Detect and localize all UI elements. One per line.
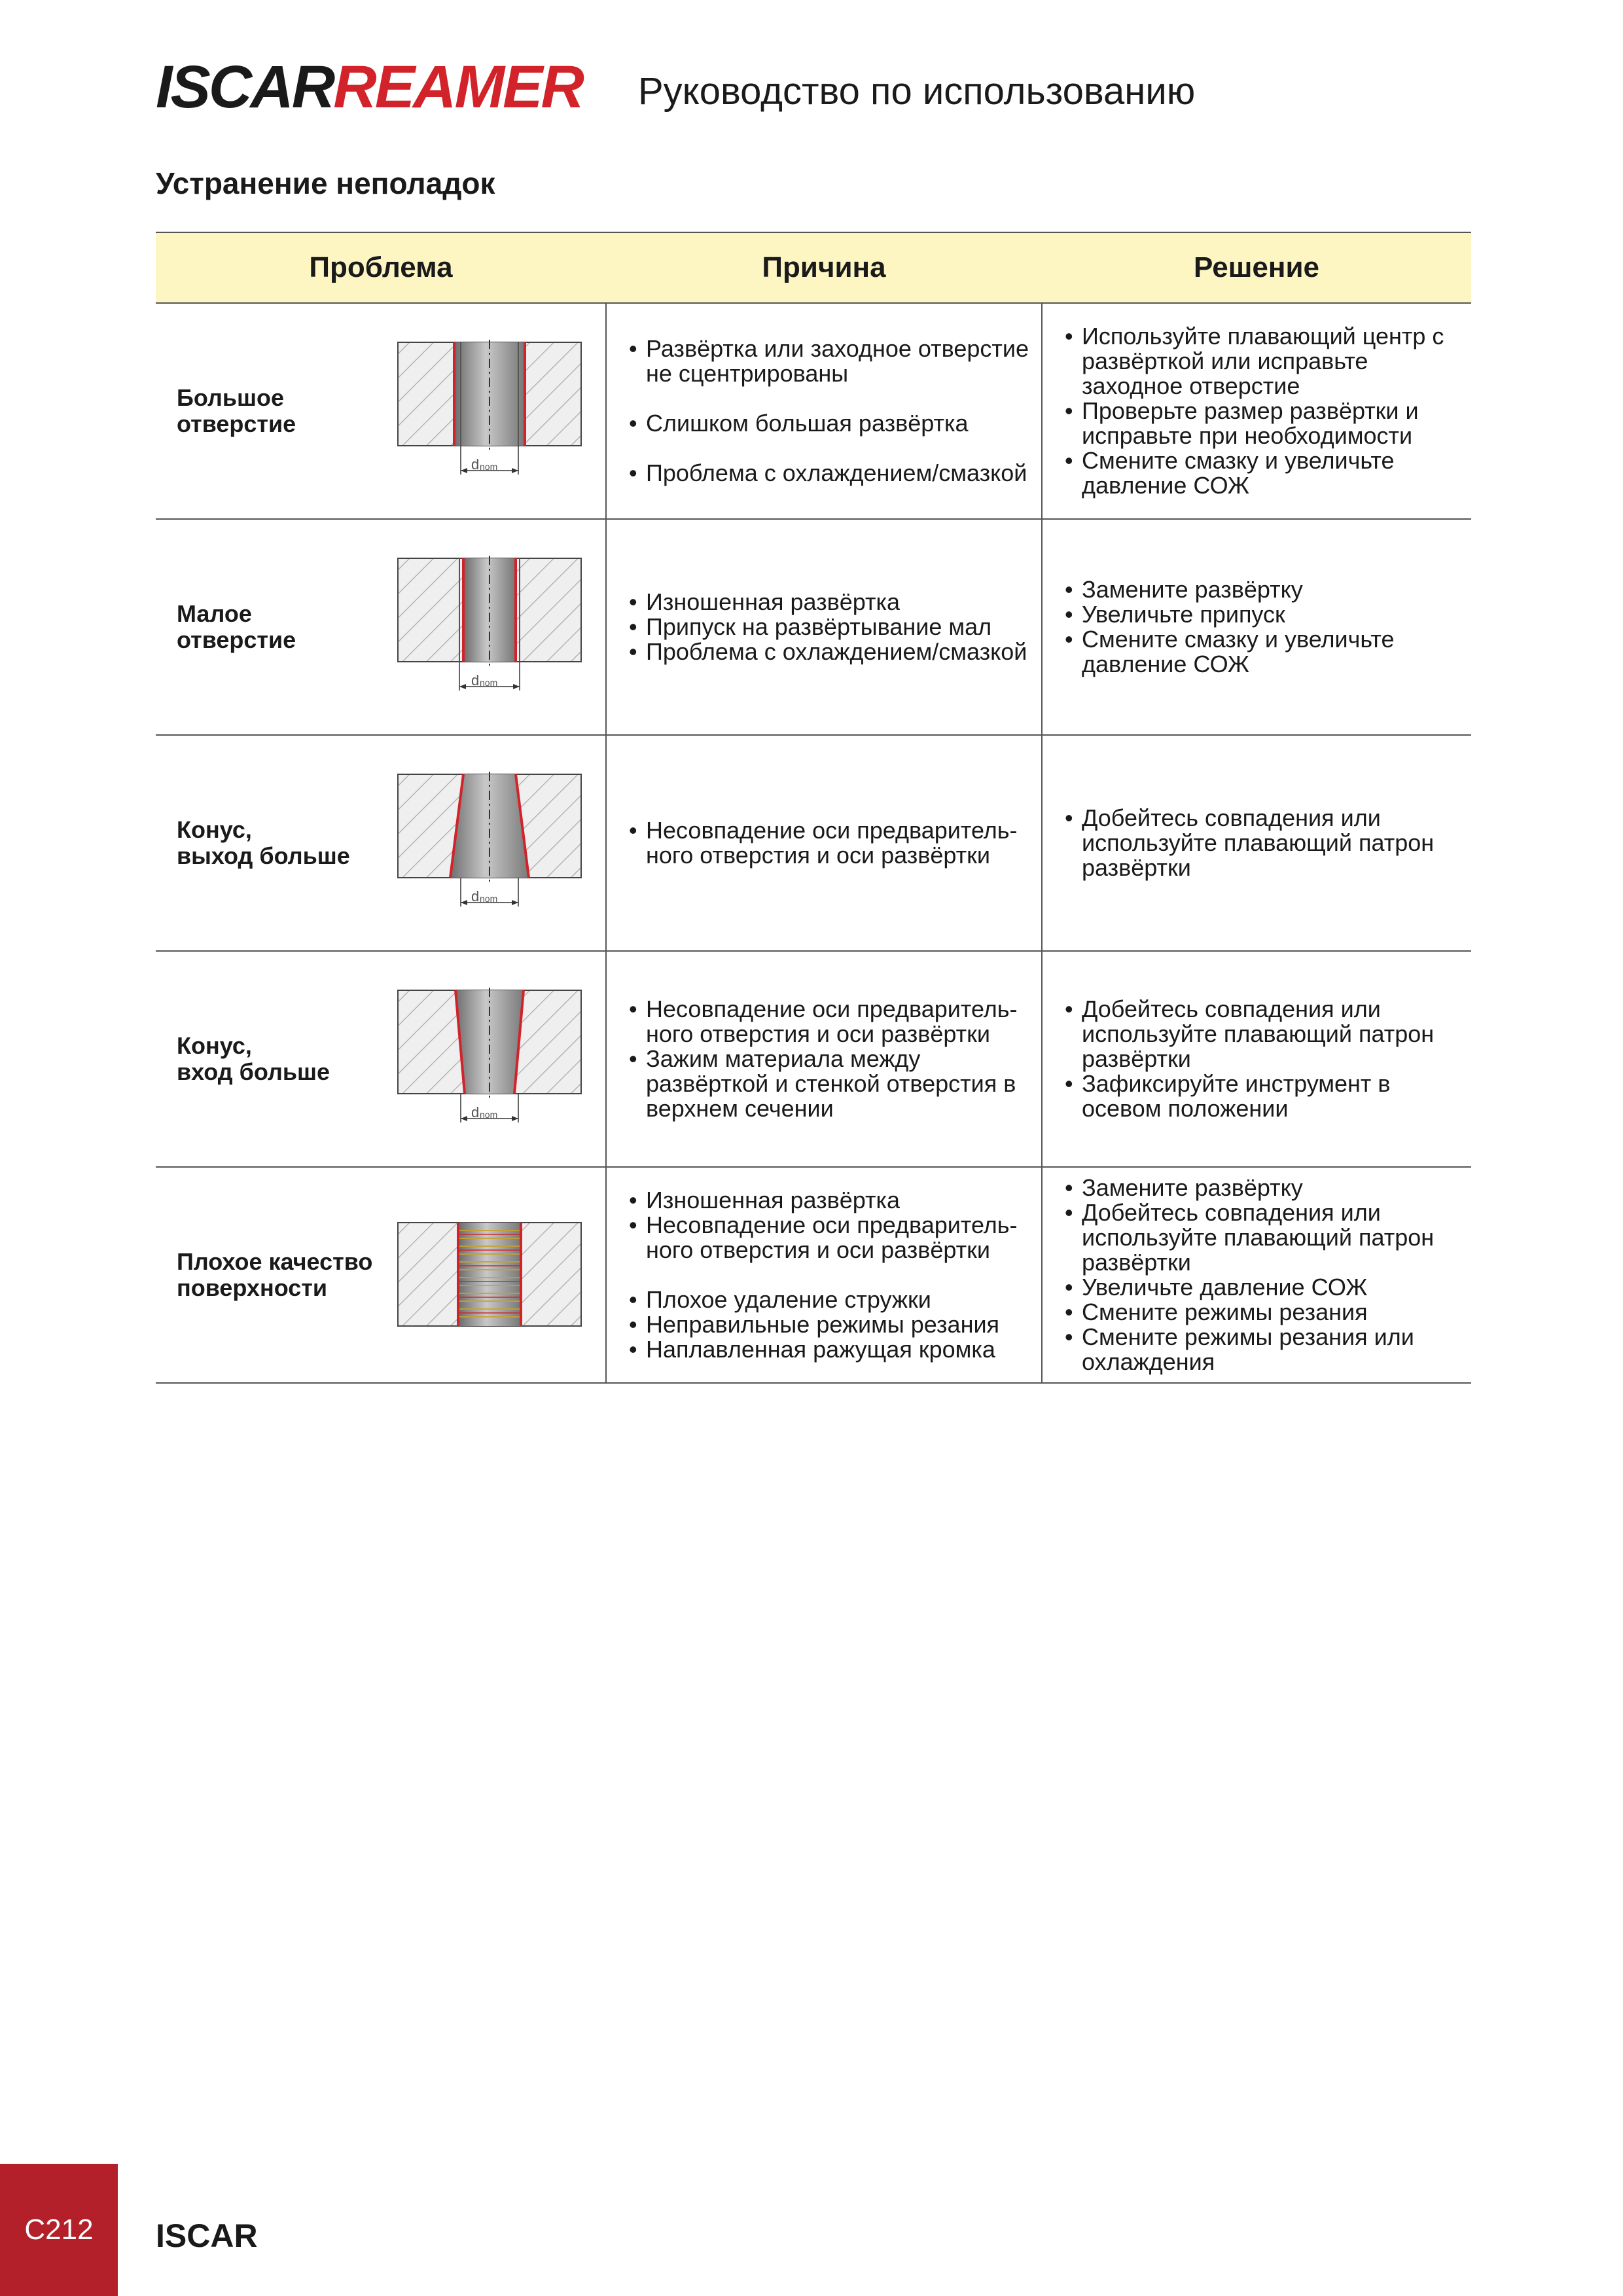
problem-cell <box>156 1167 606 1383</box>
dim-sub: nom <box>480 677 498 688</box>
problem-label: Конус, выход больше <box>177 816 350 869</box>
cause-item: • Плохое удаление стружки <box>629 1287 1041 1312</box>
solution-item: • Увеличьте припуск <box>1065 602 1471 627</box>
dim-label: d <box>471 1104 480 1121</box>
solution-item: • Добейтесь совпадения или используйте плавающий патрон развёртки <box>1065 1200 1471 1275</box>
table-row <box>156 735 1471 951</box>
cause-item: • Слишком большая развёртка <box>629 411 1041 436</box>
header-title: Руководство по использованию <box>638 70 1196 113</box>
solution-cell <box>1042 735 1471 951</box>
cause-cell <box>606 1167 1042 1383</box>
cause-item: • Развёртка или заходное отверстие не сцентрированы <box>629 336 1041 386</box>
footer-brand: ISCAR <box>156 2217 258 2254</box>
table-row <box>156 519 1471 735</box>
cause-item: • Несовпадение оси предваритель-ного отверстия и оси развёртки <box>629 997 1041 1047</box>
page-number-tab: C212 <box>0 2164 118 2296</box>
problem-label: Малое отверстие <box>177 600 296 653</box>
troubleshooting-table <box>156 232 1471 1384</box>
solution-item: • Замените развёртку <box>1065 1175 1471 1200</box>
cause-item: • Несовпадение оси предваритель-ного отверстия и оси развёртки <box>629 818 1041 868</box>
solution-item: • Добейтесь совпадения или используйте плавающий патрон развёртки <box>1065 806 1471 880</box>
cause-item: • Наплавленная ражущая кромка <box>629 1337 1041 1362</box>
dim-sub: nom <box>480 893 498 904</box>
problem-label: Плохое качество поверхности <box>177 1248 373 1301</box>
problem-cell <box>156 951 606 1167</box>
dim-sub: nom <box>480 1109 498 1120</box>
dim-label: d <box>471 456 480 473</box>
solution-item: • Смените режимы резания или охлаждения <box>1065 1325 1471 1374</box>
solution-item: • Зафиксируйте инструмент в осевом положении <box>1065 1071 1471 1121</box>
cause-item: • Зажим материала между развёрткой и стенкой отверстия в верхнем сечении <box>629 1047 1041 1121</box>
section-title: Устранение неполадок <box>156 166 495 200</box>
cause-item: • Припуск на развёртывание мал <box>629 615 1041 639</box>
header-cause: Причина <box>606 232 1042 303</box>
problem-label: Большое отверстие <box>177 384 296 437</box>
table-row <box>156 951 1471 1167</box>
solution-cell <box>1042 303 1471 519</box>
logo-reamer: REAMER <box>333 54 582 120</box>
large-hole-diagram-icon <box>391 336 588 486</box>
solution-item: • Смените смазку и увеличьте давление СОЖ <box>1065 448 1471 498</box>
cause-item: • Несовпадение оси предваритель-ного отверстия и оси развёртки <box>629 1213 1041 1263</box>
cause-cell <box>606 303 1042 519</box>
problem-cell <box>156 735 606 951</box>
cause-item: • Неправильные режимы резания <box>629 1312 1041 1337</box>
solution-item: • Используйте плавающий центр с развёрткой или исправьте заходное отверстие <box>1065 324 1471 399</box>
logo-iscar: ISCAR <box>156 54 334 120</box>
header-problem: Проблема <box>156 232 606 303</box>
problem-label: Конус, вход больше <box>177 1032 330 1085</box>
solution-item: • Проверьте размер развёртки и исправьте при необходимости <box>1065 399 1471 448</box>
solution-cell <box>1042 1167 1471 1383</box>
table-header-row <box>156 232 1471 303</box>
table-row <box>156 1167 1471 1383</box>
solution-cell <box>1042 519 1471 735</box>
solution-item: • Увеличьте давление СОЖ <box>1065 1275 1471 1300</box>
problem-cell <box>156 519 606 735</box>
small-hole-diagram-icon <box>391 552 588 702</box>
solution-item: • Замените развёртку <box>1065 577 1471 602</box>
cause-cell <box>606 735 1042 951</box>
iscar-reamer-logo <box>156 54 582 120</box>
solution-item: • Добейтесь совпадения или используйте плавающий патрон развёртки <box>1065 997 1471 1071</box>
cause-item: • Изношенная развёртка <box>629 1188 1041 1213</box>
cause-item: • Проблема с охлаждением/смазкой <box>629 461 1041 486</box>
taper-entry-diagram-icon <box>391 984 588 1134</box>
poor-surface-diagram-icon <box>391 1216 588 1334</box>
dim-sub: nom <box>480 461 498 472</box>
header-solution: Решение <box>1042 232 1471 303</box>
cause-item: • Проблема с охлаждением/смазкой <box>629 639 1041 664</box>
solution-item: • Смените режимы резания <box>1065 1300 1471 1325</box>
cause-cell <box>606 519 1042 735</box>
cause-cell <box>606 951 1042 1167</box>
solution-cell <box>1042 951 1471 1167</box>
dim-label: d <box>471 672 480 689</box>
problem-cell <box>156 303 606 519</box>
taper-exit-diagram-icon <box>391 768 588 918</box>
dim-label: d <box>471 888 480 905</box>
solution-item: • Смените смазку и увеличьте давление СОЖ <box>1065 627 1471 677</box>
table-row <box>156 303 1471 519</box>
cause-item: • Изношенная развёртка <box>629 590 1041 615</box>
